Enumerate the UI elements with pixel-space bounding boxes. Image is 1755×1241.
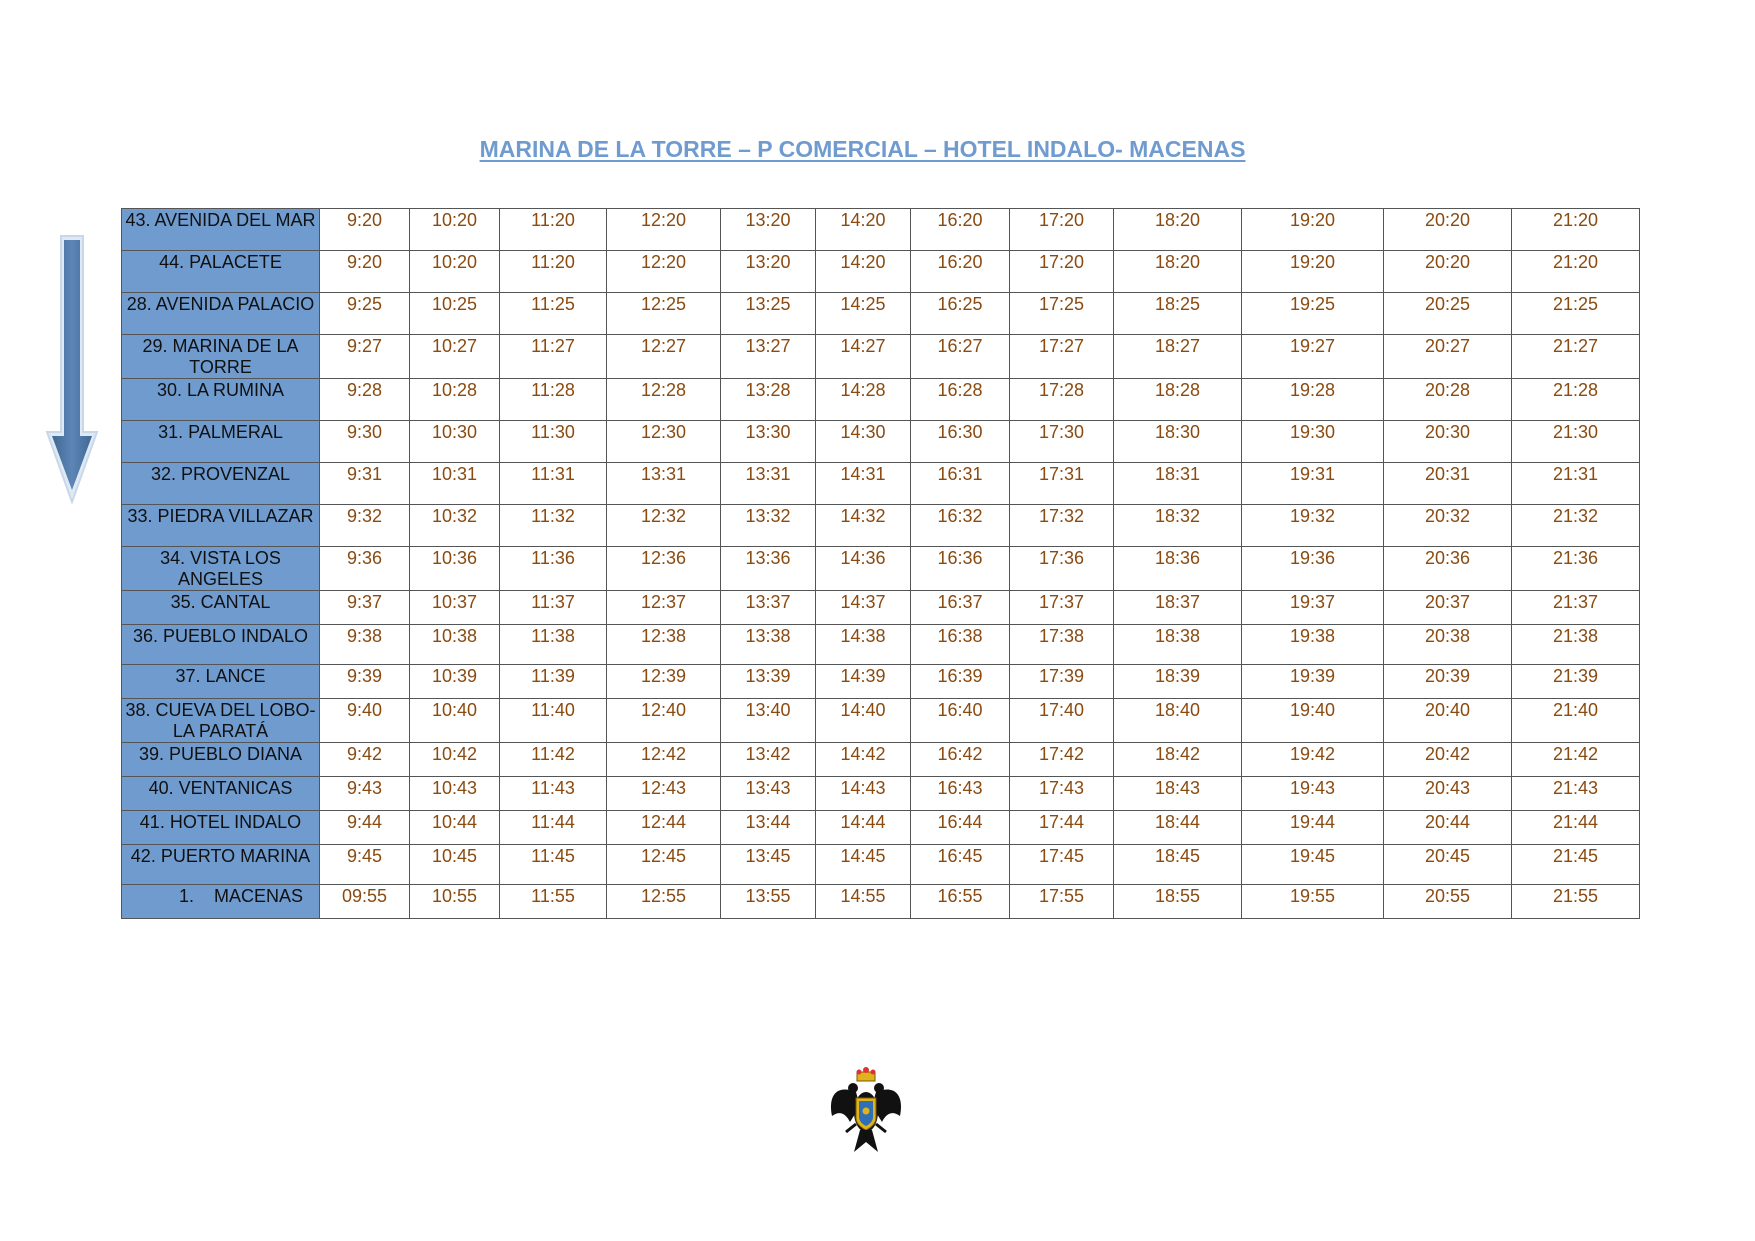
departure-time-cell: 9:20 [320,251,410,293]
departure-time-cell: 11:44 [500,811,607,845]
departure-time-cell: 18:32 [1114,505,1242,547]
departure-time-cell: 18:55 [1114,885,1242,919]
stop-name-cell: 1. MACENAS [122,885,320,919]
departure-time-cell: 20:36 [1384,547,1512,591]
departure-time-cell: 16:30 [911,421,1010,463]
departure-time-cell: 12:36 [607,547,721,591]
departure-time-cell: 14:32 [816,505,911,547]
departure-time-cell: 14:20 [816,209,911,251]
departure-time-cell: 10:55 [410,885,500,919]
departure-time-cell: 9:32 [320,505,410,547]
stop-name-cell: 41. HOTEL INDALO [122,811,320,845]
departure-time-cell: 18:36 [1114,547,1242,591]
departure-time-cell: 16:37 [911,591,1010,625]
departure-time-cell: 20:37 [1384,591,1512,625]
stop-name-cell: 37. LANCE [122,665,320,699]
table-row [122,379,1640,421]
departure-time-cell: 14:44 [816,811,911,845]
departure-time-cell: 21:20 [1512,251,1640,293]
departure-time-cell: 10:37 [410,591,500,625]
departure-time-cell: 13:44 [721,811,816,845]
departure-time-cell: 14:31 [816,463,911,505]
departure-time-cell: 10:38 [410,625,500,665]
stop-name-cell: 36. PUEBLO INDALO [122,625,320,665]
departure-time-cell: 21:32 [1512,505,1640,547]
departure-time-cell: 10:39 [410,665,500,699]
table-row [122,743,1640,777]
departure-time-cell: 20:25 [1384,293,1512,335]
departure-time-cell: 19:42 [1242,743,1384,777]
departure-time-cell: 16:28 [911,379,1010,421]
departure-time-cell: 21:42 [1512,743,1640,777]
departure-time-cell: 17:32 [1010,505,1114,547]
departure-time-cell: 17:43 [1010,777,1114,811]
departure-time-cell: 9:45 [320,845,410,885]
departure-time-cell: 20:40 [1384,699,1512,743]
departure-time-cell: 16:44 [911,811,1010,845]
departure-time-cell: 17:40 [1010,699,1114,743]
departure-time-cell: 10:36 [410,547,500,591]
departure-time-cell: 19:55 [1242,885,1384,919]
departure-time-cell: 20:28 [1384,379,1512,421]
departure-time-cell: 12:28 [607,379,721,421]
departure-time-cell: 14:36 [816,547,911,591]
departure-time-cell: 9:36 [320,547,410,591]
departure-time-cell: 18:39 [1114,665,1242,699]
departure-time-cell: 20:38 [1384,625,1512,665]
departure-time-cell: 10:30 [410,421,500,463]
departure-time-cell: 21:45 [1512,845,1640,885]
departure-time-cell: 11:20 [500,251,607,293]
departure-time-cell: 17:37 [1010,591,1114,625]
departure-time-cell: 21:38 [1512,625,1640,665]
departure-time-cell: 9:43 [320,777,410,811]
departure-time-cell: 17:25 [1010,293,1114,335]
table-row [122,505,1640,547]
departure-time-cell: 18:42 [1114,743,1242,777]
departure-time-cell: 14:45 [816,845,911,885]
departure-time-cell: 18:38 [1114,625,1242,665]
departure-time-cell: 16:39 [911,665,1010,699]
departure-time-cell: 18:27 [1114,335,1242,379]
departure-time-cell: 13:43 [721,777,816,811]
departure-time-cell: 14:55 [816,885,911,919]
departure-time-cell: 16:20 [911,251,1010,293]
departure-time-cell: 17:55 [1010,885,1114,919]
departure-time-cell: 13:37 [721,591,816,625]
table-row [122,625,1640,665]
departure-time-cell: 12:45 [607,845,721,885]
table-row [122,591,1640,625]
departure-time-cell: 20:20 [1384,209,1512,251]
departure-time-cell: 9:40 [320,699,410,743]
departure-time-cell: 20:30 [1384,421,1512,463]
table-row [122,547,1640,591]
departure-time-cell: 16:42 [911,743,1010,777]
departure-time-cell: 20:20 [1384,251,1512,293]
departure-time-cell: 13:42 [721,743,816,777]
departure-time-cell: 13:55 [721,885,816,919]
departure-time-cell: 13:20 [721,209,816,251]
departure-time-cell: 12:20 [607,209,721,251]
departure-time-cell: 13:31 [721,463,816,505]
stop-name-cell: 44. PALACETE [122,251,320,293]
departure-time-cell: 9:38 [320,625,410,665]
departure-time-cell: 11:32 [500,505,607,547]
departure-time-cell: 19:31 [1242,463,1384,505]
table-row [122,421,1640,463]
departure-time-cell: 14:28 [816,379,911,421]
departure-time-cell: 16:20 [911,209,1010,251]
departure-time-cell: 14:27 [816,335,911,379]
departure-time-cell: 9:28 [320,379,410,421]
stop-name-cell: 30. LA RUMINA [122,379,320,421]
departure-time-cell: 13:30 [721,421,816,463]
stop-name-cell: 32. PROVENZAL [122,463,320,505]
departure-time-cell: 21:40 [1512,699,1640,743]
departure-time-cell: 12:20 [607,251,721,293]
departure-time-cell: 19:37 [1242,591,1384,625]
departure-time-cell: 12:44 [607,811,721,845]
departure-time-cell: 9:20 [320,209,410,251]
departure-time-cell: 10:20 [410,209,500,251]
table-row [122,209,1640,251]
departure-time-cell: 13:20 [721,251,816,293]
departure-time-cell: 9:42 [320,743,410,777]
departure-time-cell: 9:25 [320,293,410,335]
departure-time-cell: 20:27 [1384,335,1512,379]
departure-time-cell: 20:55 [1384,885,1512,919]
departure-time-cell: 13:27 [721,335,816,379]
stop-name-cell: 35. CANTAL [122,591,320,625]
departure-time-cell: 17:36 [1010,547,1114,591]
table-row [122,251,1640,293]
departure-time-cell: 14:20 [816,251,911,293]
departure-time-cell: 10:44 [410,811,500,845]
departure-time-cell: 10:43 [410,777,500,811]
departure-time-cell: 12:37 [607,591,721,625]
departure-time-cell: 10:42 [410,743,500,777]
departure-time-cell: 21:39 [1512,665,1640,699]
departure-time-cell: 14:42 [816,743,911,777]
departure-time-cell: 12:30 [607,421,721,463]
departure-time-cell: 17:30 [1010,421,1114,463]
departure-time-cell: 17:44 [1010,811,1114,845]
departure-time-cell: 21:31 [1512,463,1640,505]
departure-time-cell: 11:20 [500,209,607,251]
departure-time-cell: 13:38 [721,625,816,665]
table-row [122,293,1640,335]
departure-time-cell: 17:45 [1010,845,1114,885]
departure-time-cell: 20:45 [1384,845,1512,885]
departure-time-cell: 19:32 [1242,505,1384,547]
table-row [122,885,1640,919]
departure-time-cell: 11:39 [500,665,607,699]
departure-time-cell: 10:27 [410,335,500,379]
departure-time-cell: 21:44 [1512,811,1640,845]
departure-time-cell: 12:25 [607,293,721,335]
departure-time-cell: 9:31 [320,463,410,505]
departure-time-cell: 19:44 [1242,811,1384,845]
departure-time-cell: 17:28 [1010,379,1114,421]
departure-time-cell: 12:38 [607,625,721,665]
departure-time-cell: 17:27 [1010,335,1114,379]
departure-time-cell: 18:20 [1114,251,1242,293]
departure-time-cell: 18:37 [1114,591,1242,625]
stop-name-cell: 34. VISTA LOS ANGELES [122,547,320,591]
table-row [122,665,1640,699]
table-row [122,335,1640,379]
table-row [122,777,1640,811]
departure-time-cell: 17:31 [1010,463,1114,505]
departure-time-cell: 19:20 [1242,251,1384,293]
departure-time-cell: 11:43 [500,777,607,811]
departure-time-cell: 17:38 [1010,625,1114,665]
departure-time-cell: 16:25 [911,293,1010,335]
departure-time-cell: 11:42 [500,743,607,777]
departure-time-cell: 11:55 [500,885,607,919]
departure-time-cell: 20:44 [1384,811,1512,845]
departure-time-cell: 12:42 [607,743,721,777]
departure-time-cell: 10:28 [410,379,500,421]
departure-time-cell: 13:25 [721,293,816,335]
departure-time-cell: 14:38 [816,625,911,665]
departure-time-cell: 12:40 [607,699,721,743]
stop-name-cell: 28. AVENIDA PALACIO [122,293,320,335]
departure-time-cell: 11:30 [500,421,607,463]
departure-time-cell: 21:28 [1512,379,1640,421]
departure-time-cell: 10:20 [410,251,500,293]
departure-time-cell: 9:39 [320,665,410,699]
departure-time-cell: 14:39 [816,665,911,699]
departure-time-cell: 11:36 [500,547,607,591]
departure-time-cell: 14:37 [816,591,911,625]
departure-time-cell: 11:38 [500,625,607,665]
departure-time-cell: 12:32 [607,505,721,547]
departure-time-cell: 17:42 [1010,743,1114,777]
schedule-table [121,208,1640,919]
departure-time-cell: 19:43 [1242,777,1384,811]
departure-time-cell: 11:40 [500,699,607,743]
stop-name-cell: 42. PUERTO MARINA [122,845,320,885]
stop-name-cell: 39. PUEBLO DIANA [122,743,320,777]
departure-time-cell: 16:31 [911,463,1010,505]
coat-of-arms-emblem [826,1066,906,1158]
departure-time-cell: 13:36 [721,547,816,591]
stop-name-cell: 33. PIEDRA VILLAZAR [122,505,320,547]
departure-time-cell: 21:27 [1512,335,1640,379]
departure-time-cell: 19:25 [1242,293,1384,335]
departure-time-cell: 12:39 [607,665,721,699]
departure-time-cell: 17:20 [1010,209,1114,251]
departure-time-cell: 18:20 [1114,209,1242,251]
departure-time-cell: 11:37 [500,591,607,625]
departure-time-cell: 19:45 [1242,845,1384,885]
departure-time-cell: 9:44 [320,811,410,845]
departure-time-cell: 11:31 [500,463,607,505]
departure-time-cell: 18:28 [1114,379,1242,421]
departure-time-cell: 20:32 [1384,505,1512,547]
departure-time-cell: 18:43 [1114,777,1242,811]
departure-time-cell: 11:27 [500,335,607,379]
departure-time-cell: 11:45 [500,845,607,885]
departure-time-cell: 13:32 [721,505,816,547]
departure-time-cell: 12:27 [607,335,721,379]
departure-time-cell: 18:25 [1114,293,1242,335]
departure-time-cell: 12:43 [607,777,721,811]
departure-time-cell: 16:32 [911,505,1010,547]
departure-time-cell: 09:55 [320,885,410,919]
departure-time-cell: 21:20 [1512,209,1640,251]
departure-time-cell: 16:40 [911,699,1010,743]
stop-name-cell: 29. MARINA DE LA TORRE [122,335,320,379]
table-row [122,463,1640,505]
departure-time-cell: 18:30 [1114,421,1242,463]
departure-time-cell: 19:38 [1242,625,1384,665]
departure-time-cell: 21:30 [1512,421,1640,463]
departure-time-cell: 10:40 [410,699,500,743]
down-arrow-icon [44,232,100,504]
departure-time-cell: 14:25 [816,293,911,335]
departure-time-cell: 10:32 [410,505,500,547]
departure-time-cell: 9:37 [320,591,410,625]
departure-time-cell: 20:43 [1384,777,1512,811]
departure-time-cell: 16:27 [911,335,1010,379]
departure-time-cell: 13:31 [607,463,721,505]
departure-time-cell: 9:30 [320,421,410,463]
departure-time-cell: 18:45 [1114,845,1242,885]
departure-time-cell: 16:45 [911,845,1010,885]
departure-time-cell: 21:43 [1512,777,1640,811]
departure-time-cell: 19:27 [1242,335,1384,379]
departure-time-cell: 10:31 [410,463,500,505]
stop-name-cell: 40. VENTANICAS [122,777,320,811]
departure-time-cell: 14:40 [816,699,911,743]
departure-time-cell: 14:43 [816,777,911,811]
stop-name-cell: 43. AVENIDA DEL MAR [122,209,320,251]
table-row [122,811,1640,845]
departure-time-cell: 17:39 [1010,665,1114,699]
departure-time-cell: 20:39 [1384,665,1512,699]
departure-time-cell: 14:30 [816,421,911,463]
departure-time-cell: 20:31 [1384,463,1512,505]
departure-time-cell: 16:38 [911,625,1010,665]
departure-time-cell: 17:20 [1010,251,1114,293]
departure-time-cell: 21:37 [1512,591,1640,625]
departure-time-cell: 12:55 [607,885,721,919]
departure-time-cell: 19:40 [1242,699,1384,743]
departure-time-cell: 11:28 [500,379,607,421]
departure-time-cell: 18:44 [1114,811,1242,845]
departure-time-cell: 11:25 [500,293,607,335]
departure-time-cell: 13:39 [721,665,816,699]
departure-time-cell: 18:31 [1114,463,1242,505]
departure-time-cell: 19:39 [1242,665,1384,699]
departure-time-cell: 21:36 [1512,547,1640,591]
departure-time-cell: 18:40 [1114,699,1242,743]
departure-time-cell: 19:30 [1242,421,1384,463]
departure-time-cell: 16:36 [911,547,1010,591]
departure-time-cell: 16:55 [911,885,1010,919]
stop-name-cell: 38. CUEVA DEL LOBO-LA PARATÁ [122,699,320,743]
departure-time-cell: 21:55 [1512,885,1640,919]
departure-time-cell: 19:36 [1242,547,1384,591]
departure-time-cell: 20:42 [1384,743,1512,777]
stop-name-cell: 31. PALMERAL [122,421,320,463]
departure-time-cell: 9:27 [320,335,410,379]
departure-time-cell: 10:25 [410,293,500,335]
departure-time-cell: 21:25 [1512,293,1640,335]
departure-time-cell: 16:43 [911,777,1010,811]
table-row [122,845,1640,885]
table-row [122,699,1640,743]
departure-time-cell: 10:45 [410,845,500,885]
departure-time-cell: 13:28 [721,379,816,421]
departure-time-cell: 19:20 [1242,209,1384,251]
departure-time-cell: 13:45 [721,845,816,885]
departure-time-cell: 13:40 [721,699,816,743]
page-title: MARINA DE LA TORRE – P COMERCIAL – HOTEL INDALO- MACENAS [479,136,1246,162]
departure-time-cell: 19:28 [1242,379,1384,421]
